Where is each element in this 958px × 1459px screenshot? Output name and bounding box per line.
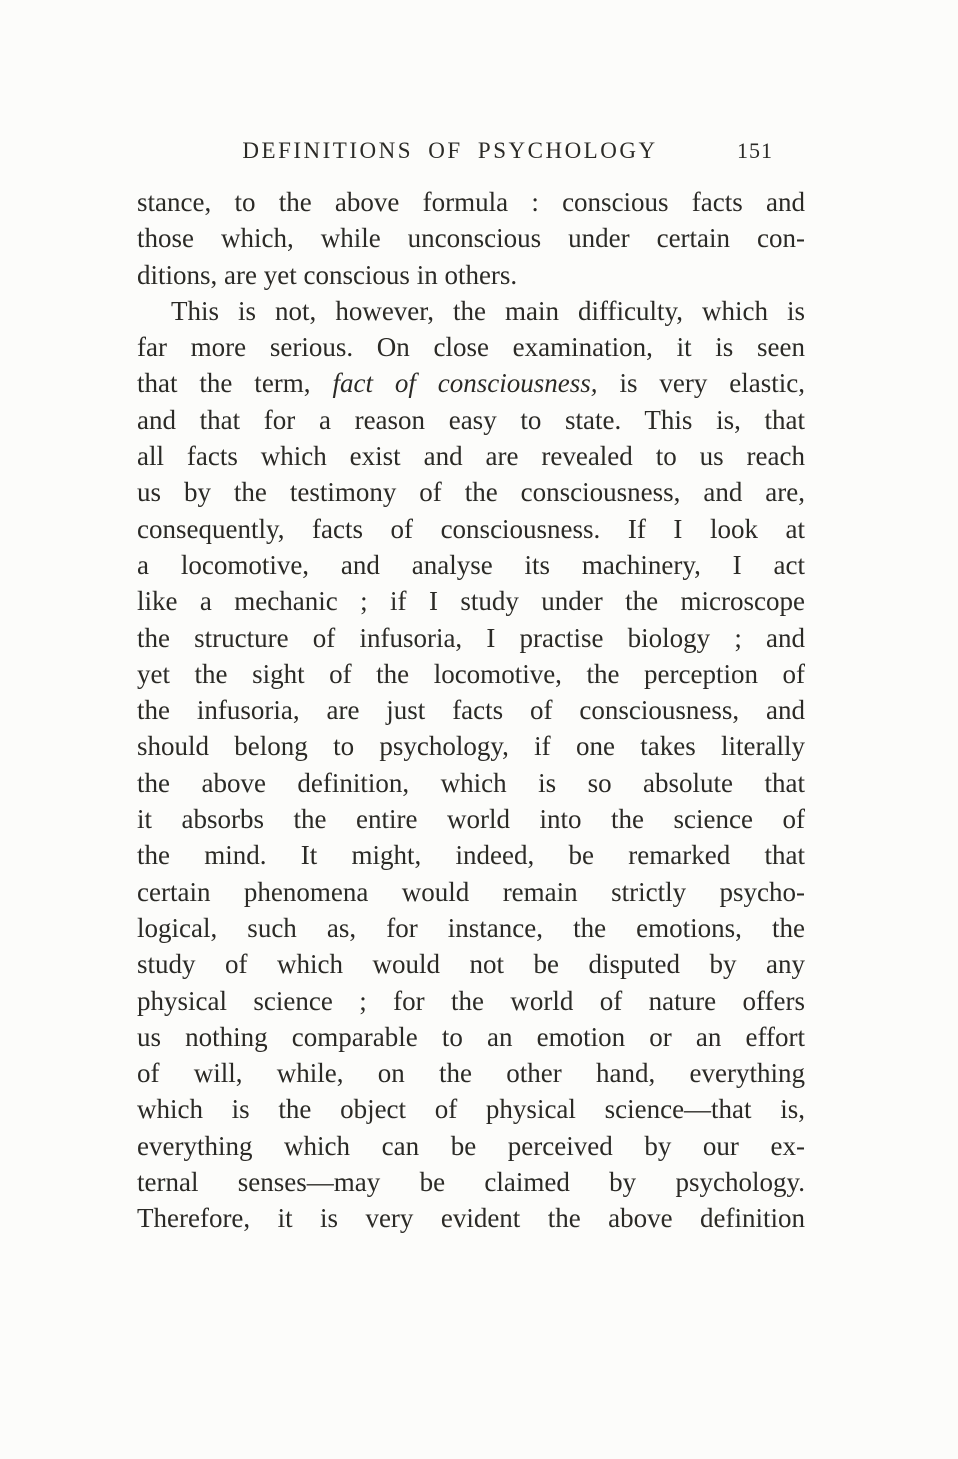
text-line: and that for a reason easy to state. This is, that [137, 404, 805, 435]
page-number: 151 [737, 138, 773, 163]
text-line: ditions, are yet conscious in others. [137, 259, 518, 290]
text-block [137, 184, 805, 1237]
text-line: us by the testimony of the consciousness, and are, [137, 477, 805, 508]
text-line: should belong to psychology, if one takes literally [137, 731, 805, 762]
text-line: a locomotive, and analyse its machinery, I act [137, 549, 805, 580]
text-line: us nothing comparable to an emotion or an effort [137, 1021, 805, 1052]
text-line: all facts which exist and are revealed to us reach [137, 441, 805, 472]
text-line: Therefore, it is very evident the above definition [137, 1203, 805, 1234]
text-line: This is not, however, the main difficulty, which is [171, 295, 805, 326]
page-header-title: DEFINITIONS OF PSYCHOLOGY [242, 138, 658, 163]
text-line: yet the sight of the locomotive, the perception of [137, 658, 805, 689]
text-line: certain phenomena would remain strictly psycho- [137, 876, 805, 907]
text-line: everything which can be perceived by our ex- [137, 1130, 805, 1161]
text-line: it absorbs the entire world into the science of [137, 804, 805, 835]
text-line: those which, while unconscious under certain con- [137, 223, 805, 254]
text-line: study of which would not be disputed by any [137, 949, 805, 980]
text-line: stance, to the above formula : conscious facts and [137, 187, 805, 217]
text-line: like a mechanic ; if I study under the microscope [137, 586, 805, 617]
text-line: the above definition, which is so absolute that [137, 767, 805, 798]
text-line: of will, while, on the other hand, everything [137, 1058, 805, 1089]
text-line: physical science ; for the world of nature offers [137, 985, 805, 1016]
text-line: the infusoria, are just facts of consciousness, and [137, 695, 805, 726]
text-line: that the term, fact of consciousness, is very elastic, [137, 368, 805, 399]
text-line: far more serious. On close examination, it is seen [137, 332, 805, 363]
text-line: the mind. It might, indeed, be remarked that [137, 840, 805, 871]
running-header [137, 138, 805, 164]
text-line: which is the object of physical science—that is, [137, 1094, 805, 1125]
paragraph [137, 184, 805, 293]
text-line: consequently, facts of consciousness. If I look at [137, 513, 805, 544]
text-line: logical, such as, for instance, the emotions, the [137, 912, 805, 943]
paragraph [137, 293, 805, 1237]
text-line: the structure of infusoria, I practise biology ; and [137, 622, 805, 653]
text-line: ternal senses—may be claimed by psychology. [137, 1167, 805, 1198]
